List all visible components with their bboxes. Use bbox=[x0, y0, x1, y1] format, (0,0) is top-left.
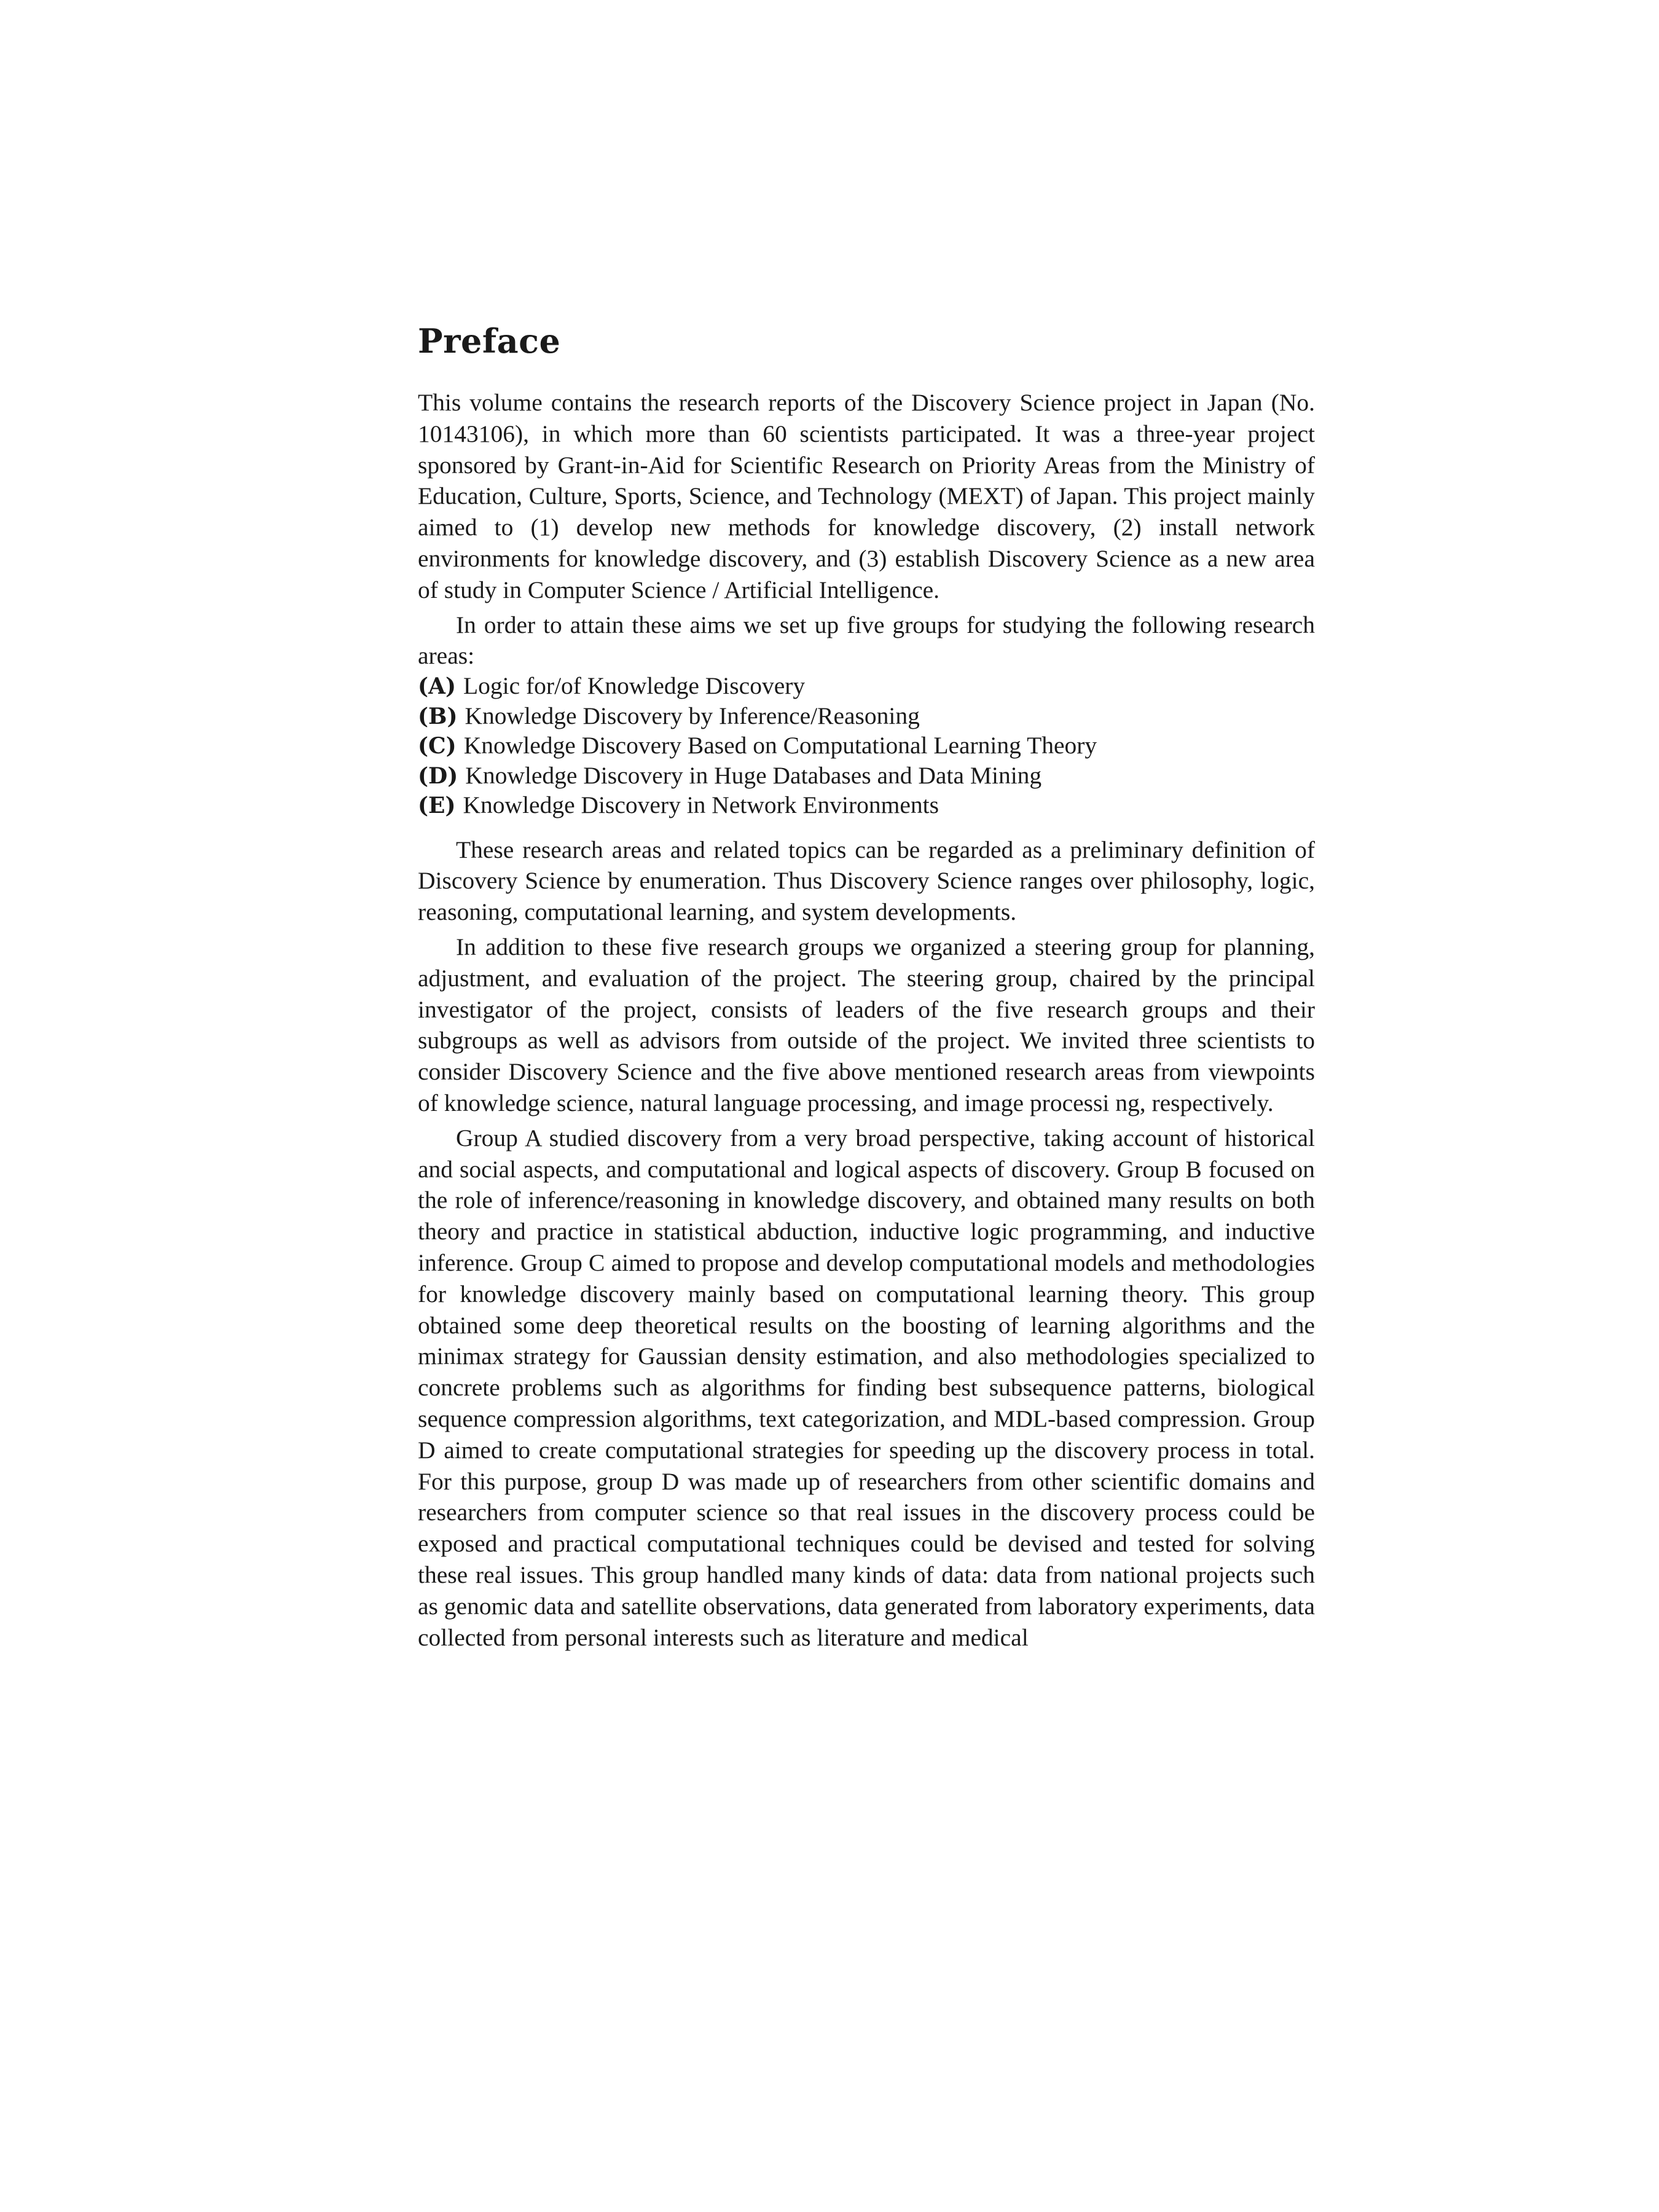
area-text: Knowledge Discovery in Network Environments bbox=[463, 791, 939, 819]
area-label: (B) bbox=[418, 703, 458, 729]
paragraph-intro: This volume contains the research reports of the Discovery Science project in Japan (No. 10143106), in which more than 60 scientists participated. It was a three-year project sponsored by Grant-in-Aid for Scientific Research on Priority Areas from the Ministry of Education, Culture, Sports, Science, and Technology (MEXT) of Japan. This project mainly aimed to (1) develop new methods for knowledge discovery, (2) install network environments for knowledge discovery, and (3) establish Discovery Science as a new area of study in Computer Science / Artificial Intelligence. bbox=[418, 389, 1315, 603]
area-text: Knowledge Discovery in Huge Databases and Data Mining bbox=[465, 761, 1042, 789]
list-item bbox=[418, 761, 1315, 791]
area-text: Knowledge Discovery by Inference/Reasoning bbox=[465, 702, 920, 729]
list-item bbox=[418, 702, 1315, 732]
area-label: (E) bbox=[418, 793, 456, 819]
list-item bbox=[418, 731, 1315, 761]
area-label: (C) bbox=[418, 733, 457, 759]
area-text: Logic for/of Knowledge Discovery bbox=[463, 672, 806, 700]
page-title: Preface bbox=[418, 321, 561, 361]
list-item bbox=[418, 791, 1315, 821]
area-label: (A) bbox=[418, 673, 456, 700]
area-text: Knowledge Discovery Based on Computational Learning Theory bbox=[463, 732, 1097, 759]
paragraph-groups: Group A studied discovery from a very broad perspective, taking account of historical and social aspects, and computational and logical aspects of discovery. Group B focused on the role of inference/reasoning in knowledge discovery, and obtained many results on both theory and practice in statistical abduction, inductive logic programming, and inductive inference. Group C aimed to propose and develop computational models and methodologies for knowledge discovery mainly based on computational learning theory. This group obtained some deep theoretical results on the boosting of learning algorithms and the minimax strategy for Gaussian density estimation, and also methodologies specialized to concrete problems such as algorithms for finding best subsequence patterns, biological sequence compression algorithms, text categorization, and MDL-based compression. Group D aimed to create computational strategies for speeding up the discovery process in total. For this purpose, group D was made up of researchers from other scientific domains and researchers from computer science so that real issues in the discovery process could be exposed and practical computational techniques could be devised and tested for solving these real issues. This group handled many kinds of data: data from national projects such as genomic data and satellite observations, data generated from laboratory experiments, data collected from personal interests such as literature and medical bbox=[418, 1124, 1315, 1651]
area-label: (D) bbox=[418, 763, 458, 789]
paragraph-steering-group: In addition to these five research groups we organized a steering group for planning, adjustment, and evaluation of the project. The steering group, chaired by the principal investigator of the project, consists of leaders of the five research groups and their subgroups as well as advisors from outside of the project. We invited three scientists to consider Discovery Science and the five above mentioned research areas from viewpoints of knowledge science, natural language processing, and image processi ng, respectively. bbox=[418, 933, 1315, 1117]
list-item bbox=[418, 672, 1315, 702]
page-content bbox=[418, 320, 1315, 1653]
paragraph-aims: In order to attain these aims we set up five groups for studying the following research areas: bbox=[418, 611, 1315, 670]
paragraph-definition: These research areas and related topics can be regarded as a preliminary definition of Discovery Science by enumeration. Thus Discovery Science ranges over philosophy, logic, reasoning, computational learning, and system developments. bbox=[418, 836, 1315, 926]
research-areas-list bbox=[418, 672, 1315, 821]
